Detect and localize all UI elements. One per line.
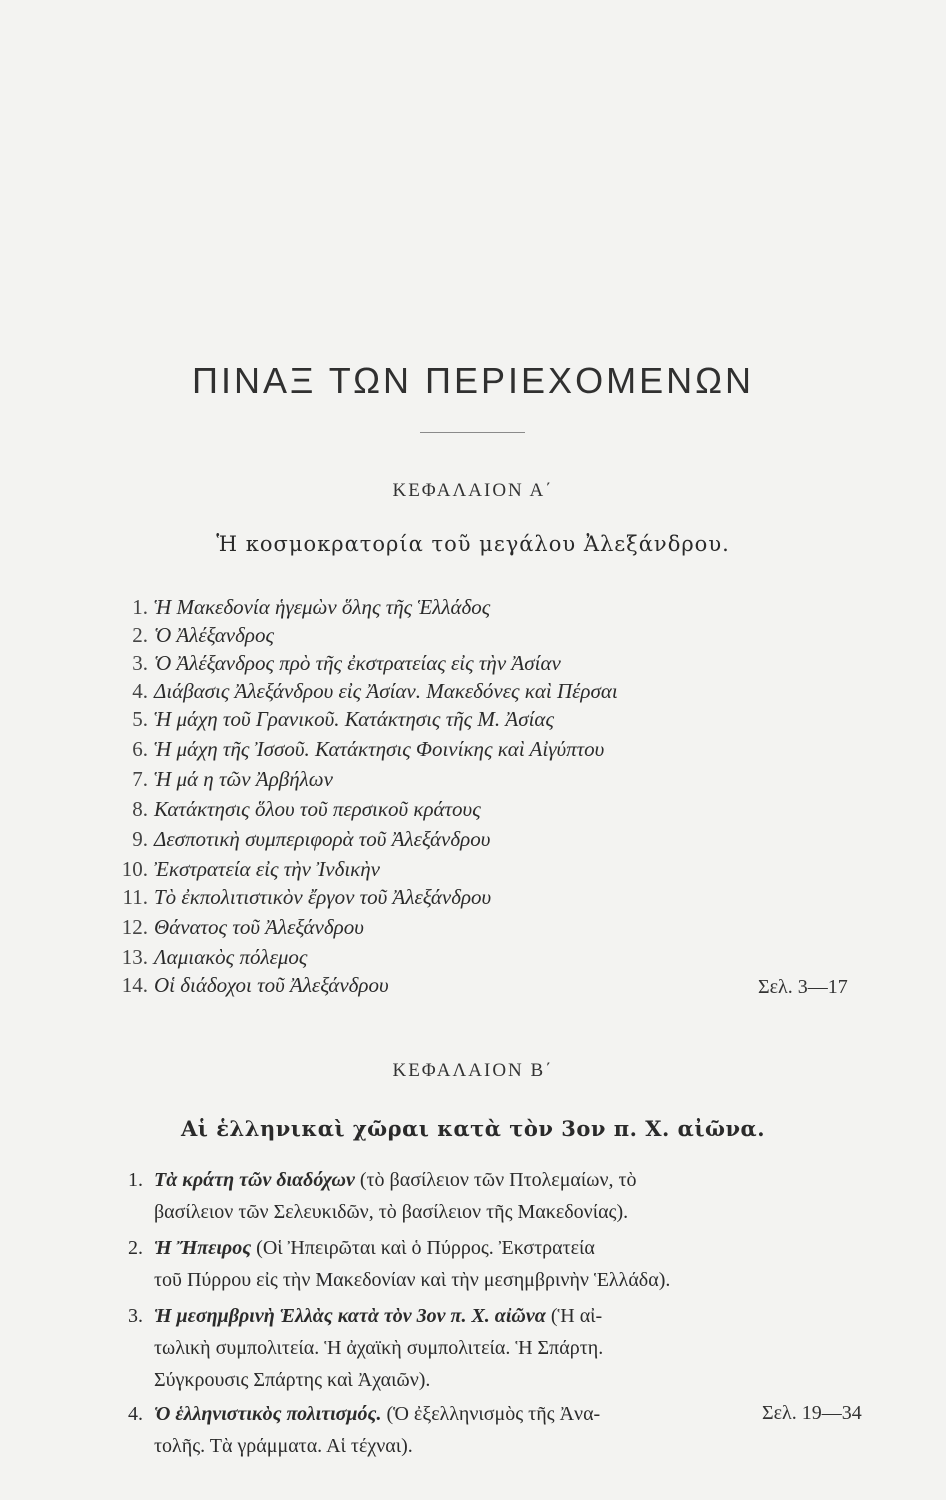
list-item: 1. Τὰ κράτη τῶν διαδόχων (τὸ βασίλειον τῶν Πτολεμαίων, τὸ βασίλειον τῶν Σελευκιδῶν, τὸ βασίλειον τῆς Μακεδονίας). [128,1169,637,1223]
list-item: 2. Ὁ Ἀλέξανδρος [132,623,274,647]
list-item: 10. Ἐκστρατεία εἰς τὴν Ἰνδικὴν [121,857,380,881]
list-item: 4. Διάβασις Ἀλεξάνδρου εἰς Ἀσίαν. Μακεδόνες καὶ Πέρσαι [132,679,618,703]
list-item: 1. Ἡ Μακεδονία ἡγεμὼν ὅλης τῆς Ἑλλάδος [132,595,491,619]
list-item: 5. Ἡ μάχη τοῦ Γρανικοῦ. Κατάκτησις τῆς Μ. Ἀσίας [132,707,554,731]
chapter-a-subtitle: Ἡ κοσμοκρατορία τοῦ μεγάλου Ἀλεξάνδρου. [216,532,730,556]
chapter-a-heading: ΚΕΦΑΛΑΙΟΝ Α΄ [392,480,554,501]
list-item: 12. Θάνατος τοῦ Ἀλεξάνδρου [121,915,364,939]
list-item: 6. Ἡ μάχη τῆς Ἰσσοῦ. Κατάκτησις Φοινίκης καὶ Αἰγύπτου [132,737,605,761]
chapter-b-subtitle: Αἱ ἑλληνικαὶ χῶραι κατὰ τὸν 3ον π. Χ. αἰῶνα. [180,1116,766,1141]
list-item: 14. Οἱ διάδοχοι τοῦ Ἀλεξάνδρου [121,973,389,997]
list-item: 8. Κατάκτησις ὅλου τοῦ περσικοῦ κράτους [132,797,481,821]
chapter-b-pages: Σελ. 19—34 [762,1402,862,1424]
list-item: 11. Τὸ ἐκπολιτιστικὸν ἔργον τοῦ Ἀλεξάνδρου [122,885,492,909]
list-item: 2. Ἡ Ἤπειρος (Οἱ Ἠπειρῶται καὶ ὁ Πύρρος. Ἐκστρατεία τοῦ Πύρρου εἰς τὴν Μακεδονίαν καὶ τὴν μεσημβρινὴν Ἑλλάδα). [128,1237,671,1291]
list-item: 9. Δεσποτικὴ συμπεριφορὰ τοῦ Ἀλεξάνδρου [132,827,491,851]
chapter-a-pages: Σελ. 3—17 [758,976,848,998]
list-item: 4. Ὁ ἑλληνιστικὸς πολιτισμός. (Ὁ ἐξελληνισμὸς τῆς Ἀνα- τολῆς. Τὰ γράμματα. Αἱ τέχναι). [128,1403,601,1457]
chapter-b-heading: ΚΕΦΑΛΑΙΟΝ Β΄ [392,1060,554,1081]
title-divider [420,432,525,433]
page-title: ΠΙΝΑΞ ΤΩΝ ΠΕΡΙΕΧΟΜΕΝΩΝ [192,360,754,401]
list-item: 7. Ἡ μά η τῶν Ἀρβήλων [132,767,333,791]
list-item: 13. Λαμιακὸς πόλεμος [121,945,308,969]
list-item: 3. Ὁ Ἀλέξανδρος πρὸ τῆς ἐκστρατείας εἰς τὴν Ἀσίαν [132,651,561,675]
list-item: 3. Ἡ μεσημβρινὴ Ἑλλὰς κατὰ τὸν 3ον π. Χ. αἰῶνα (Ἡ αἰ- τωλικὴ συμπολιτεία. Ἡ ἀχαϊκὴ συμπολιτεία. Ἡ Σπάρτη. Σύγκρουσις Σπάρτης καὶ Ἀχαιῶν). [128,1305,604,1391]
